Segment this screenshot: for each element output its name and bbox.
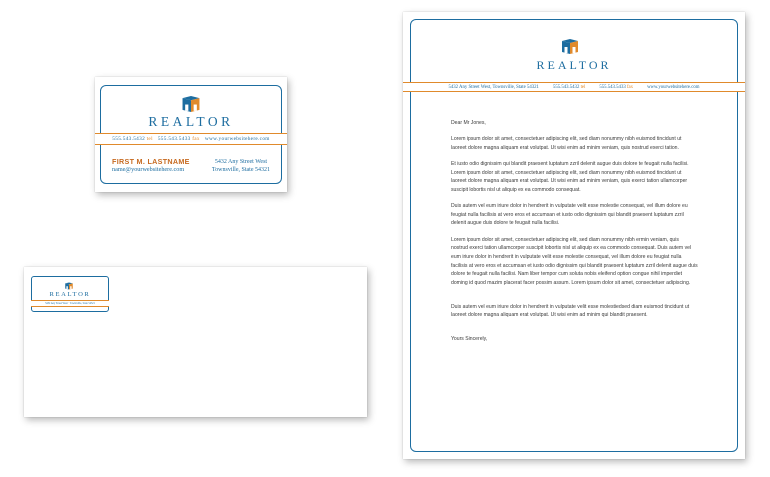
envelope-return-address: 5432 Any Street West · Townsville, State 54321 bbox=[45, 302, 95, 305]
text-line: facilisis at vero eros et accumsan et iusto odio dignissim qui blandit praesent luptatum zzril delenit augue duis bbox=[451, 262, 698, 269]
text-line: Duis autem vel eum iriure dolor in hendrerit in vulputate velit esse molestie consequat, vel illum dolore eu bbox=[451, 203, 688, 210]
text-line: Lorem ipsum dolor sit amet, consectetuer adipiscing elit, sed diam nonummy nibh euismod tincidunt ut bbox=[451, 136, 682, 143]
envelope-wordmark: REALTOR bbox=[49, 291, 91, 298]
text-line: Et iusto odio dignissim qui blandit praesent luptatum zzril delenit augue duis dolore te feugait nulla facilisi. bbox=[451, 160, 689, 167]
card-fax-label: fax bbox=[192, 136, 200, 142]
letterhead-address: 5432 Any Street West, Townsville, State 54321 bbox=[448, 84, 539, 90]
letterhead bbox=[403, 12, 745, 459]
text-line: dolore te feugait nulla facilisi. Nam liber tempor cum soluta nobis eleifend option congue nihil imperdiet bbox=[451, 271, 683, 278]
text-line: delenit augue duis dolore te feugait nulla facilisi. bbox=[451, 220, 560, 227]
text-line: Duis autem vel eum iriure dolor in hendrerit in vulputate velit esse molestiedsed diam euismod tincidunt ut bbox=[451, 303, 690, 310]
letterhead-fax-label: fax bbox=[626, 84, 634, 90]
card-phone-label: tel bbox=[146, 136, 153, 142]
letter-body bbox=[451, 119, 699, 343]
envelope bbox=[24, 267, 367, 417]
building-cube-icon bbox=[64, 282, 74, 290]
card-address-line1: 5432 Any Street West bbox=[214, 159, 268, 165]
card-wordmark: REALTOR bbox=[148, 114, 234, 129]
text-line: nostrud exerci tation ullamcorper suscipit lobortis nisl ut aliquip ex ea commodo consequat. Duis autem vel bbox=[451, 245, 692, 252]
card-phone: 555.543.5432 bbox=[112, 136, 146, 142]
text-line: Lorem ipsum dolor sit amet, consectetuer adipiscing elit, sed diam nonummy nibh ermin veniam, quis bbox=[451, 236, 679, 243]
letter-paragraph-5 bbox=[451, 303, 699, 320]
text-line: laoreet dolore magna aliquam erat volutpat. Ut wisi enim ad minim veniam, quis exerci tation ullamcorper bbox=[451, 178, 688, 185]
card-email: name@yourwebsitehere.com bbox=[112, 166, 185, 173]
letter-paragraph-1 bbox=[451, 135, 699, 152]
text-line: laoreet dolore magna aliquam erat volutpat. Ut wisi enim ad minim veniam, quis nostrud exerci tation. bbox=[451, 144, 679, 151]
card-website: www.yourwebsitehere.com bbox=[204, 136, 270, 142]
letterhead-phone: 555.543.5432 bbox=[552, 84, 580, 90]
card-address bbox=[212, 158, 270, 174]
text-line: feugiat nulla facilisis at vero eros et accumsan et iusto odio dignissim qui blandit praesent luptatum zzril bbox=[451, 211, 684, 218]
text-line: suscipit lobortis nisl ut aliquip ex ea commodo consequat. bbox=[451, 186, 581, 193]
text-line: Lorem ipsum dolor sit amet, consectetuer adipiscing elit, sed diam nonummy nibh euismod tincidunt ut bbox=[451, 169, 682, 176]
letterhead-fax: 555.543.5433 bbox=[599, 84, 626, 90]
text-line: eum iriure dolor in hendrerit in vulputate velit esse molestie consequat, vel illum dolore eu feugiat nulla bbox=[451, 253, 682, 260]
text-line: doming id quod mazim placerat facer possim assum. Lorem ipsum dolor sit amet, consectetuer adipiscing. bbox=[451, 279, 691, 286]
card-fax: 555.543.5433 bbox=[157, 136, 191, 142]
business-card bbox=[95, 77, 287, 192]
text-line: laoreet dolore magna aliquam erat volutpat. Ut wisi enim ad minim qui blandit praesent. bbox=[451, 312, 648, 319]
envelope-address-band bbox=[31, 300, 109, 307]
letter-salutation: Dear Mr Jones, bbox=[451, 120, 486, 126]
letterhead-phone-label: tel bbox=[580, 84, 586, 90]
letterhead-contact-band bbox=[403, 82, 745, 92]
letterhead-wordmark: REALTOR bbox=[536, 58, 612, 72]
card-person-name: FIRST M. LASTNAME bbox=[112, 157, 190, 166]
letter-closing: Yours Sincerely, bbox=[451, 335, 488, 342]
card-contact-band bbox=[95, 133, 287, 145]
letter-paragraph-2 bbox=[451, 160, 699, 195]
building-cube-icon bbox=[560, 38, 580, 55]
letter-paragraph-3 bbox=[451, 202, 699, 228]
letterhead-website: www.yourwebsitehere.com bbox=[647, 84, 700, 90]
letter-paragraph-4 bbox=[451, 236, 699, 288]
building-cube-icon bbox=[180, 95, 202, 113]
card-address-line2: Townsville, State 54321 bbox=[211, 167, 270, 173]
